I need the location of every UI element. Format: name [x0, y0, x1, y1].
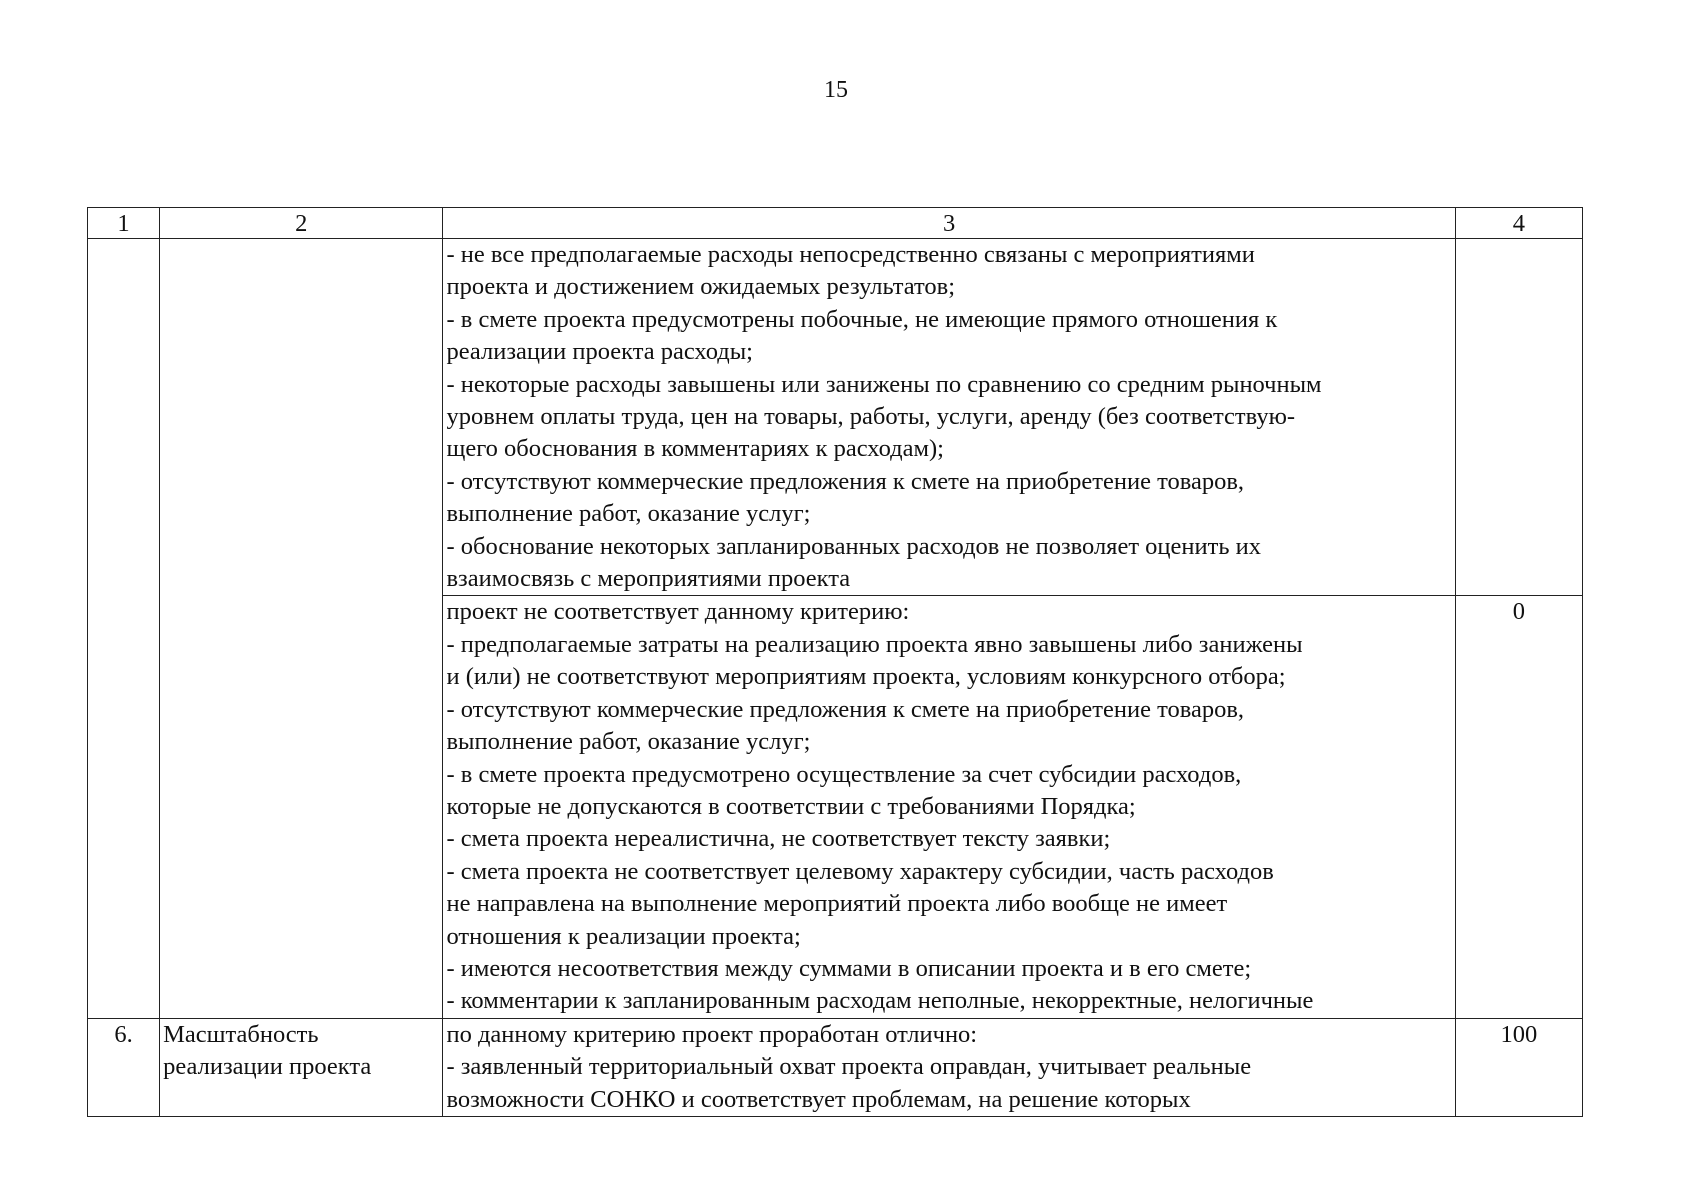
description-line: реализации проекта расходы;	[446, 338, 753, 366]
header-cell-1: 1	[88, 208, 160, 239]
description-line: и (или) не соответствуют мероприятиям проекта, условиям конкурсного отбора;	[446, 663, 1286, 691]
description-line: - отсутствуют коммерческие предложения к смете на приобретение товаров,	[446, 467, 1245, 495]
criteria-table	[87, 207, 1583, 1117]
description-cell	[443, 1018, 1455, 1116]
score-cell: 100	[1455, 1018, 1582, 1116]
description-line: выполнение работ, оказание услуг;	[446, 728, 811, 756]
description-line: - в смете проекта предусмотрены побочные, не имеющие прямого отношения к	[446, 305, 1278, 333]
header-cell-3: 3	[443, 208, 1455, 239]
table-row	[88, 239, 1583, 596]
header-cell-2: 2	[160, 208, 443, 239]
criterion-cell	[160, 1018, 443, 1116]
criterion-name-line: реализации проекта	[163, 1053, 372, 1081]
description-line: возможности СОНКО и соответствует проблемам, на решение которых	[446, 1085, 1191, 1113]
page-number: 15	[824, 77, 848, 103]
description-line: проекта и достижением ожидаемых результатов;	[446, 273, 956, 301]
row-number-cell	[88, 239, 160, 1019]
description-line: - имеются несоответствия между суммами в описании проекта и в его смете;	[446, 954, 1252, 982]
description-line: взаимосвязь с мероприятиями проекта	[446, 565, 851, 593]
table-row	[88, 1018, 1583, 1116]
description-line: - предполагаемые затраты на реализацию проекта явно завышены либо занижены	[446, 630, 1303, 658]
description-line: по данному критерию проект проработан отлично:	[446, 1020, 978, 1048]
description-line: выполнение работ, оказание услуг;	[446, 500, 811, 528]
criterion-cell	[160, 239, 443, 1019]
score-cell: 0	[1455, 596, 1582, 1018]
description-line: - не все предполагаемые расходы непосредственно связаны с мероприятиями	[446, 241, 1255, 268]
description-line: - смета проекта не соответствует целевому характеру субсидии, часть расходов	[446, 857, 1274, 885]
description-line: уровнем оплаты труда, цен на товары, работы, услуги, аренду (без соответствую-	[446, 403, 1296, 431]
description-line: - смета проекта нереалистична, не соответствует тексту заявки;	[446, 825, 1111, 853]
description-line: проект не соответствует данному критерию:	[446, 598, 910, 626]
description-line: отношения к реализации проекта;	[446, 922, 801, 950]
description-line: которые не допускаются в соответствии с требованиями Порядка;	[446, 792, 1136, 820]
description-line: - некоторые расходы завышены или занижены по сравнению со средним рыночным	[446, 370, 1322, 398]
description-cell	[443, 239, 1455, 596]
description-line: - в смете проекта предусмотрено осуществление за счет субсидии расходов,	[446, 760, 1242, 788]
description-line: - отсутствуют коммерческие предложения к смете на приобретение товаров,	[446, 695, 1245, 723]
criterion-name-line: Масштабность	[163, 1020, 319, 1048]
description-line: не направлена на выполнение мероприятий проекта либо вообще не имеет	[446, 890, 1228, 918]
header-cell-4: 4	[1455, 208, 1582, 239]
description-line: - комментарии к запланированным расходам неполные, некорректные, нелогичные	[446, 987, 1314, 1015]
score-cell	[1455, 239, 1582, 596]
table-header-row	[88, 208, 1583, 239]
description-line: - обоснование некоторых запланированных расходов не позволяет оценить их	[446, 532, 1261, 560]
description-line: щего обоснования в комментариях к расходам);	[446, 435, 944, 463]
row-number-cell: 6.	[88, 1018, 160, 1116]
description-cell	[443, 596, 1455, 1018]
description-line: - заявленный территориальный охват проекта оправдан, учитывает реальные	[446, 1053, 1252, 1081]
